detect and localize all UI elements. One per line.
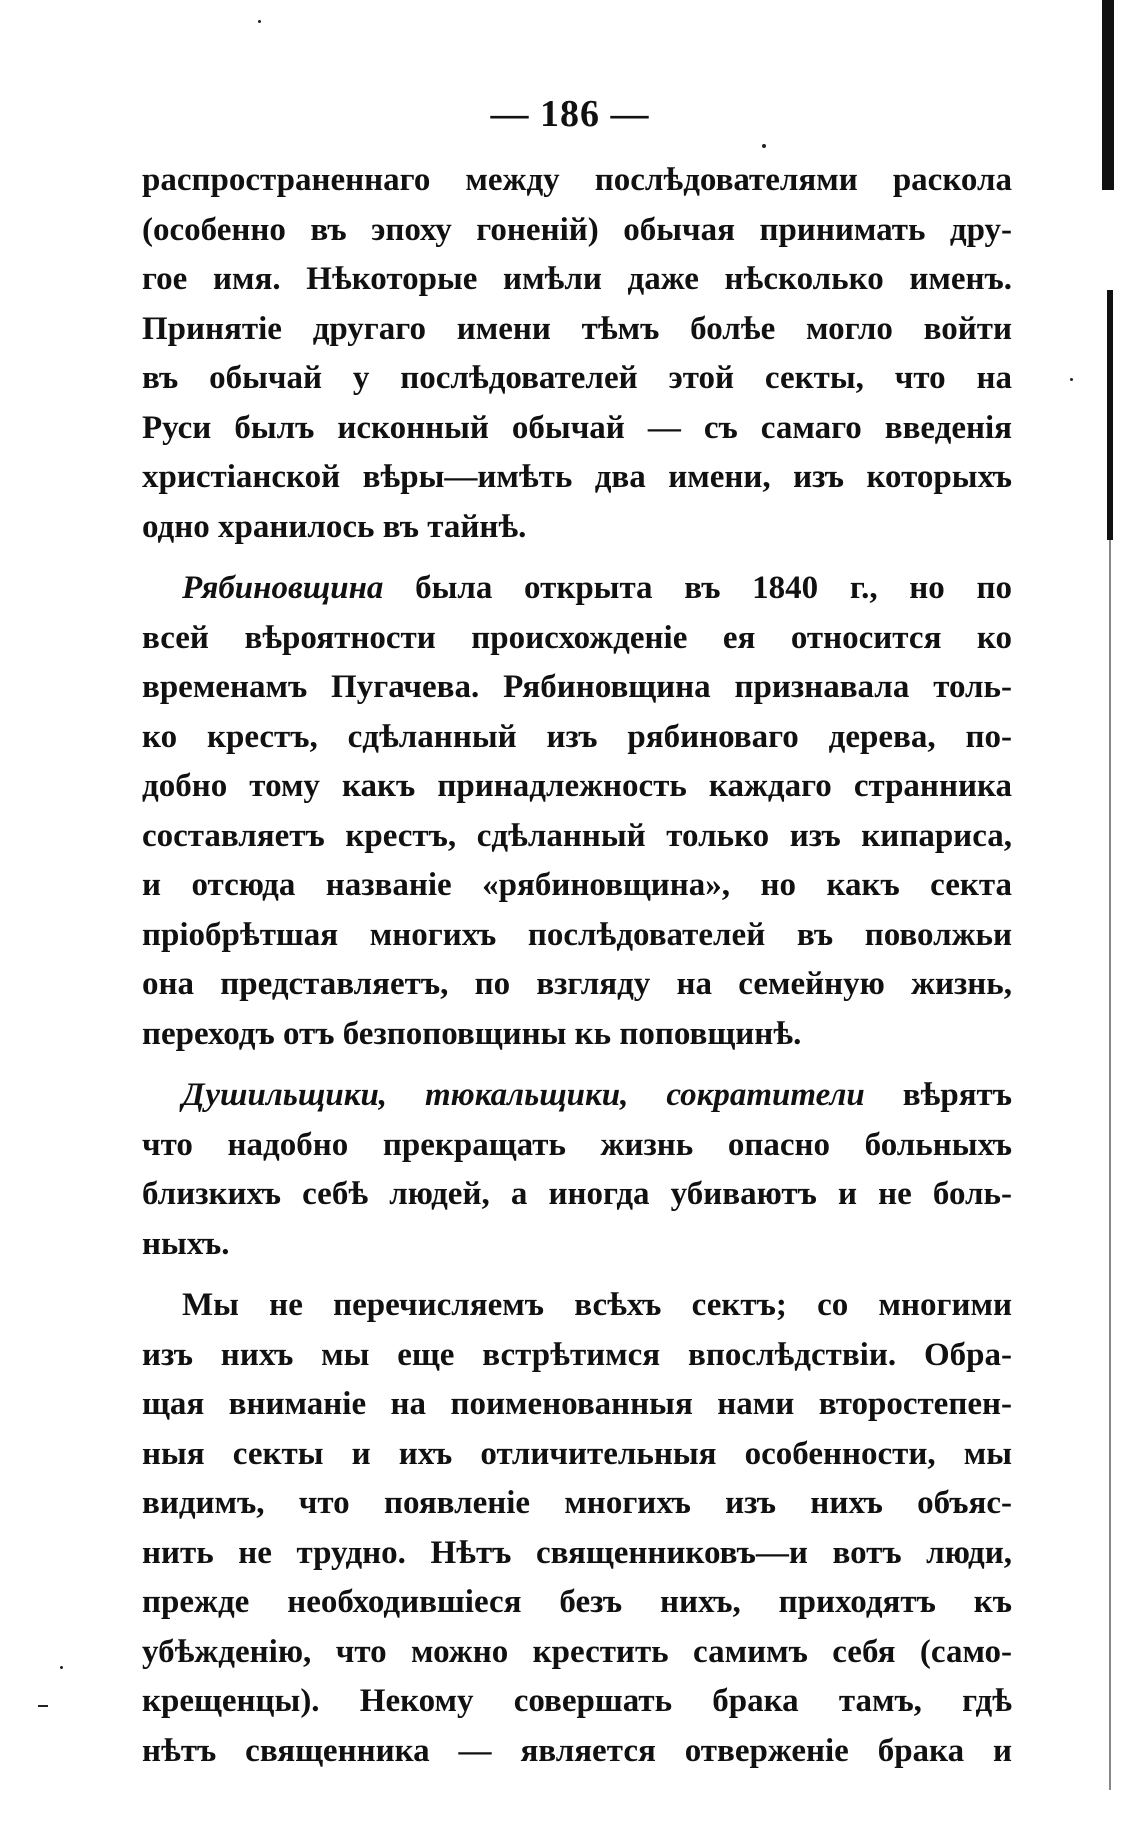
- text-line: она представляетъ, по взгляду на семейную жизнь,: [142, 966, 1012, 1002]
- page-edge-shadow-lower: [1107, 290, 1113, 540]
- text-line: временамъ Пугачева. Рябиновщина признавала толь-: [142, 669, 1012, 705]
- text-line: Принятіе другаго имени тѣмъ болѣе могло войти: [142, 310, 1012, 347]
- text-line: всей вѣроятности происхожденіе ея относится ко: [142, 619, 1012, 656]
- text-line: убѣжденію, что можно крестить самимъ себя (само-: [142, 1633, 1012, 1670]
- page-edge-line: [1109, 540, 1111, 1790]
- scan-speck: [60, 1666, 63, 1669]
- text-line: щая вниманіе на поименованныя нами второстепен-: [142, 1386, 1012, 1422]
- paragraph: [142, 1281, 1012, 1776]
- page-number: — 186 —: [490, 93, 650, 135]
- paragraph: [142, 1071, 1012, 1269]
- body-text: [142, 156, 1012, 1776]
- text-line: и отсюда названіе «рябиновщина», но какъ секта: [142, 867, 1012, 903]
- text-line: христіанской вѣры—имѣть два имени, изъ которыхъ: [142, 459, 1012, 495]
- text-line: нѣтъ священника — является отверженіе брака и: [142, 1732, 1012, 1769]
- text-line: пріобрѣтшая многихъ послѣдователей въ поволжьи: [142, 916, 1012, 953]
- paragraph: [142, 156, 1012, 552]
- text-run: была открыта въ 1840 г., но по: [415, 570, 1013, 606]
- text-line: распространеннаго между послѣдователями раскола: [142, 162, 1012, 198]
- scan-speck: [762, 144, 766, 148]
- text-line: близкихъ себѣ людей, а иногда убиваютъ и не боль-: [142, 1176, 1012, 1212]
- text-line: что надобно прекращать жизнь опасно больныхъ: [142, 1126, 1012, 1163]
- text-line: Руси былъ исконный обычай — съ самаго введенія: [142, 409, 1012, 446]
- text-line: въ обычай у послѣдователей этой секты, что на: [142, 360, 1012, 396]
- text-line: ныя секты и ихъ отличительныя особенности, мы: [142, 1435, 1012, 1472]
- scan-speck: [258, 20, 261, 23]
- text-line: ныхъ.: [142, 1225, 230, 1262]
- text-line: составляетъ крестъ, сдѣланный только изъ кипариса,: [142, 817, 1012, 854]
- text-line: гое имя. Нѣкоторые имѣли даже нѣсколько именъ.: [142, 261, 1012, 297]
- text-line: переходъ отъ безпоповщины кь поповщинѣ.: [142, 1015, 802, 1052]
- text-line: крещенцы). Некому совершать брака тамъ, гдѣ: [142, 1683, 1012, 1719]
- text-line: [142, 564, 1012, 614]
- text-line: видимъ, что появленіе многихъ изъ нихъ объяс-: [142, 1485, 1012, 1521]
- text-line: изъ нихъ мы еще встрѣтимся впослѣдствіи. Обра-: [142, 1336, 1012, 1373]
- scan-speck: [1070, 378, 1073, 381]
- text-line: одно хранилось въ тайнѣ.: [142, 508, 527, 545]
- scan-speck: [38, 1705, 48, 1707]
- text-line: Мы не перечисляемъ всѣхъ сектъ; со многими: [182, 1287, 1012, 1323]
- paragraph: [142, 564, 1012, 1059]
- sect-name: Душильщики, тюкальщики, сократители: [182, 1077, 865, 1113]
- text-line: добно тому какъ принадлежность каждаго странника: [142, 768, 1012, 804]
- text-line: ко крестъ, сдѣланный изъ рябиноваго дерева, по-: [142, 718, 1012, 755]
- text-line: (особенно въ эпоху гоненій) обычая принимать дру-: [142, 211, 1012, 248]
- text-line: прежде необходившіеся безъ нихъ, приходятъ къ: [142, 1584, 1012, 1620]
- text-line: нить не трудно. Нѣтъ священниковъ—и вотъ люди,: [142, 1534, 1012, 1571]
- text-line: [142, 1071, 1012, 1121]
- text-run: вѣрятъ: [902, 1077, 1012, 1113]
- sect-name: Рябиновщина: [182, 570, 384, 606]
